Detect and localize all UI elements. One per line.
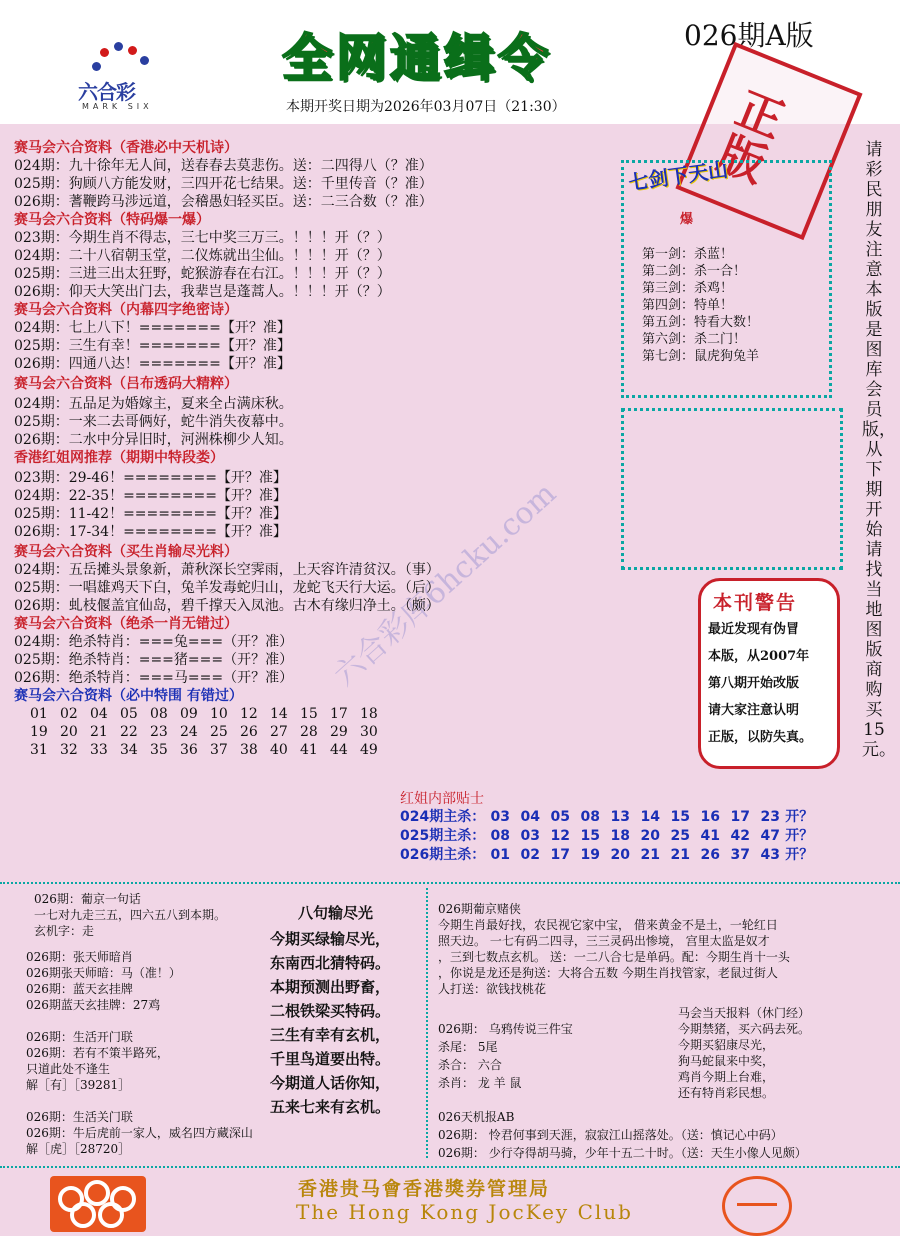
watermark: 六合彩库6hcku.com bbox=[327, 476, 563, 694]
vertical-member-note: 请彩民朋友注意本版是图库会员版，从下期开始请找当地图版商购买15元。 bbox=[862, 140, 896, 760]
list-item: 026期：葡京一句话 bbox=[34, 892, 141, 906]
number-row: 19 20 21 22 23 24 25 26 27 28 29 30 bbox=[30, 724, 378, 740]
empty-notice-box bbox=[621, 408, 843, 570]
poem-line: 二根铁梁买特码。 bbox=[270, 1002, 391, 1020]
list-item: 026期：牛后虎前一家人，威名四方藏深山 bbox=[26, 1126, 253, 1140]
column-divider bbox=[426, 888, 428, 1158]
list-item: 024期：五品足为婚嫁主，夏来全占满床秋。 bbox=[14, 396, 293, 412]
draw-date: 本期开奖日期为2026年03月07日（21:30） bbox=[286, 99, 566, 115]
seven-swords-title: 七剑下天山 bbox=[627, 157, 730, 195]
list-item: 人打送：欲钱找桃花 bbox=[438, 982, 547, 996]
list-item: 026期：绝杀特肖：===马===（开？准） bbox=[14, 670, 294, 686]
sword-line: 第二剑：杀一合！ bbox=[642, 264, 747, 279]
warning-line: 最近发现有伪冒 bbox=[708, 622, 800, 637]
list-item: 024期：七上八下！=======【开？准】 bbox=[14, 320, 291, 336]
list-item: 023期：29-46！========【开？准】 bbox=[14, 470, 287, 486]
list-item: 026期：蓝天玄挂牌 bbox=[26, 982, 133, 996]
list-item: 026期：蓍鞭跨马涉远道，会稽愚妇轻买臣。送：二三合数（？准） bbox=[14, 194, 433, 210]
warning-line: 本版，从2007年 bbox=[708, 649, 810, 664]
number-row: 31 32 33 34 35 36 37 38 40 41 44 49 bbox=[30, 742, 378, 758]
list-item: 026期：若有不策半路死， bbox=[26, 1046, 169, 1060]
section-header: 赛马会六合资料（买生肖输尽光料） bbox=[14, 544, 238, 560]
poem-line: 五来七来有玄机。 bbox=[270, 1098, 391, 1116]
list-item: 026期： 少行夺得胡马骑，少年十五二十时。（送：天生小像人见颇） bbox=[438, 1146, 807, 1160]
list-item: 一七对九走三五，四六五八到本期。 bbox=[34, 908, 227, 922]
page-title: 全网通缉令 bbox=[282, 29, 552, 87]
list-item: 026天机报AB bbox=[438, 1110, 515, 1124]
sword-line: 第三剑：杀鸡！ bbox=[642, 281, 734, 296]
seven-swords-burst: 爆 bbox=[680, 212, 694, 227]
poem-line: 今期买绿输尽光， bbox=[270, 930, 391, 948]
list-item: 玄机字：走 bbox=[34, 924, 95, 938]
poem-line: 今期道人话你知， bbox=[270, 1074, 391, 1092]
poem-line: 三生有幸有玄机， bbox=[270, 1026, 391, 1044]
list-item: 杀肖： 龙 羊 鼠 bbox=[438, 1076, 522, 1090]
list-item: 026期蓝天玄挂牌：27鸡 bbox=[26, 998, 161, 1012]
list-item: 023期：今期生肖不得志，三七中奖三万三。！！！开（？） bbox=[14, 230, 391, 246]
list-item: 024期：绝杀特肖：===兔===（开？准） bbox=[14, 634, 294, 650]
list-item: 026期：仰天大笑出门去，我辈岂是蓬蒿人。！！！开（？） bbox=[14, 284, 391, 300]
stamp-text: 正版 bbox=[710, 81, 792, 193]
list-item: 024期：五岳摊头景象新，萧秋深长空霁雨，上天容许清贫汉。（事） bbox=[14, 562, 440, 578]
warning-line: 正版，以防失真。 bbox=[708, 730, 813, 745]
mark-six-logo bbox=[70, 40, 200, 115]
emblem-icon bbox=[722, 1176, 792, 1236]
list-item: 026期：虬枝偃盖宜仙岛，碧千撑天入凤池。古木有缘归净土。（颇） bbox=[14, 598, 440, 614]
logo-text: 六合彩 bbox=[78, 80, 135, 104]
section-header: 赛马会六合资料（吕布透码大精粹） bbox=[14, 376, 238, 392]
red-tip-title: 红姐内部贴士 bbox=[400, 791, 484, 807]
list-item: ，三到七数点玄机。 送：一二八合七是单码。配：今期生肖十一头 bbox=[438, 950, 790, 964]
poem-title: 八句输尽光 bbox=[298, 904, 374, 922]
list-item: 杀合： 六合 bbox=[438, 1058, 502, 1072]
list-item: 解［有］［39281］ bbox=[26, 1078, 131, 1092]
kill-row: 026期主杀： 01 02 17 19 20 21 21 26 37 43 开？ bbox=[400, 847, 814, 863]
logo-subtitle: MARK SIX bbox=[82, 102, 153, 111]
list-item: ，你说是龙还是狗送：大将合五数 今期生肖找管家，老鼠过街人 bbox=[438, 966, 778, 980]
warning-line: 请大家注意认明 bbox=[708, 703, 800, 718]
list-item: 025期：11-42！========【开？准】 bbox=[14, 506, 287, 522]
section-header: 赛马会六合资料（香港必中天机诗） bbox=[14, 140, 238, 156]
sword-line: 第一剑：杀蓝！ bbox=[642, 247, 734, 262]
section-divider bbox=[0, 882, 900, 884]
list-item: 025期：一唱雄鸡天下白，兔羊发毒蛇归山，龙蛇飞天行大运。（后） bbox=[14, 580, 440, 596]
list-item: 026期：生活关门联 bbox=[26, 1110, 133, 1124]
list-item: 解［虎］［28720］ bbox=[26, 1142, 131, 1156]
sword-line: 第六剑：杀二门！ bbox=[642, 332, 747, 347]
list-item: 024期：二十八宿朝玉堂，二仪炼就出尘仙。！！！开（？） bbox=[14, 248, 391, 264]
sword-line: 第七剑：鼠虎狗兔羊 bbox=[642, 349, 760, 364]
list-item: 024期：22-35！========【开？准】 bbox=[14, 488, 287, 504]
kill-row: 025期主杀： 08 03 12 15 18 20 25 41 42 47 开？ bbox=[400, 828, 814, 844]
list-item: 026期： 怜君何事到天涯，寂寂江山摇落处。（送：慎记心中码） bbox=[438, 1128, 783, 1142]
footer-cn: 香港贵马會香港獎券管理局 bbox=[298, 1178, 551, 1200]
sword-line: 第五剑：特看大数！ bbox=[642, 315, 760, 330]
section-header: 赛马会六合资料（绝杀一肖无错过） bbox=[14, 616, 238, 632]
list-item: 025期：狗顾八方能发财，三四开花七结果。送：千里传音（？准） bbox=[14, 176, 433, 192]
list-item: 还有特肖彩民想。 bbox=[678, 1086, 775, 1100]
list-item: 026期：二水中分异旧时，河洲株柳少人知。 bbox=[14, 432, 293, 448]
poem-line: 本期预测出野畜， bbox=[270, 978, 391, 996]
section-header: 赛马会六合资料（必中特围 有错过） bbox=[14, 688, 243, 704]
kill-row: 024期主杀： 03 04 05 08 13 14 15 16 17 23 开？ bbox=[400, 809, 814, 825]
number-row: 01 02 04 05 08 09 10 12 14 15 17 18 bbox=[30, 706, 378, 722]
list-item: 024期：九十徐年无人间，送春春去莫悲伤。送：二四得八（？准） bbox=[14, 158, 433, 174]
poem-line: 千里鸟道要出特。 bbox=[270, 1050, 391, 1068]
warning-title: 本刊警告 bbox=[713, 592, 798, 614]
list-item: 照天边。 一七有码二四寻，三三灵码出惨境， 宫里太监是奴才 bbox=[438, 934, 770, 948]
list-item: 今期禁猪，买六码去死。 bbox=[678, 1022, 811, 1036]
list-item: 只道此处不逢生 bbox=[26, 1062, 111, 1076]
list-item: 026期葡京赌侠 bbox=[438, 902, 521, 916]
list-item: 025期：绝杀特肖：===猪===（开？准） bbox=[14, 652, 294, 668]
list-item: 马会当天报料（休门经） bbox=[678, 1006, 811, 1020]
section-header: 香港红姐网推荐（期期中特段娄） bbox=[14, 450, 224, 466]
list-item: 026期： 乌鸦传说三件宝 bbox=[438, 1022, 573, 1036]
list-item: 026期：17-34！========【开？准】 bbox=[14, 524, 287, 540]
section-header: 赛马会六合资料（内幕四字绝密诗） bbox=[14, 302, 238, 318]
list-item: 狗马蛇鼠来中奖， bbox=[678, 1054, 775, 1068]
list-item: 026期张天师暗：马（准！） bbox=[26, 966, 181, 980]
list-item: 今期买貂康尽光， bbox=[678, 1038, 775, 1052]
list-item: 025期：一来二去哥俩好，蛇牛消失夜幕中。 bbox=[14, 414, 293, 430]
list-item: 025期：三进三出太狂野，蛇猴游春在右江。！！！开（？） bbox=[14, 266, 391, 282]
list-item: 鸡肖今期上台难， bbox=[678, 1070, 775, 1084]
list-item: 026期：生活开门联 bbox=[26, 1030, 133, 1044]
footer-divider bbox=[0, 1166, 900, 1168]
warning-line: 第八期开始改版 bbox=[708, 676, 800, 691]
issue-number: 026期A版 bbox=[684, 19, 814, 52]
section-header: 赛马会六合资料（特码爆一爆） bbox=[14, 212, 210, 228]
list-item: 026期：四通八达！=======【开？准】 bbox=[14, 356, 291, 372]
list-item: 杀尾： 5尾 bbox=[438, 1040, 498, 1054]
sword-line: 第四剑：特单！ bbox=[642, 298, 734, 313]
footer-en: The Hong Kong JocKey Club bbox=[296, 1200, 633, 1224]
poem-line: 东南西北猜特码。 bbox=[270, 954, 391, 972]
list-item: 025期：三生有幸！=======【开？准】 bbox=[14, 338, 291, 354]
list-item: 今期生肖最好找，农民视它家中宝， 借来黄金不是土，一轮红日 bbox=[438, 918, 778, 932]
list-item: 026期：张天师暗肖 bbox=[26, 950, 133, 964]
hkjc-logo-icon bbox=[50, 1176, 146, 1232]
